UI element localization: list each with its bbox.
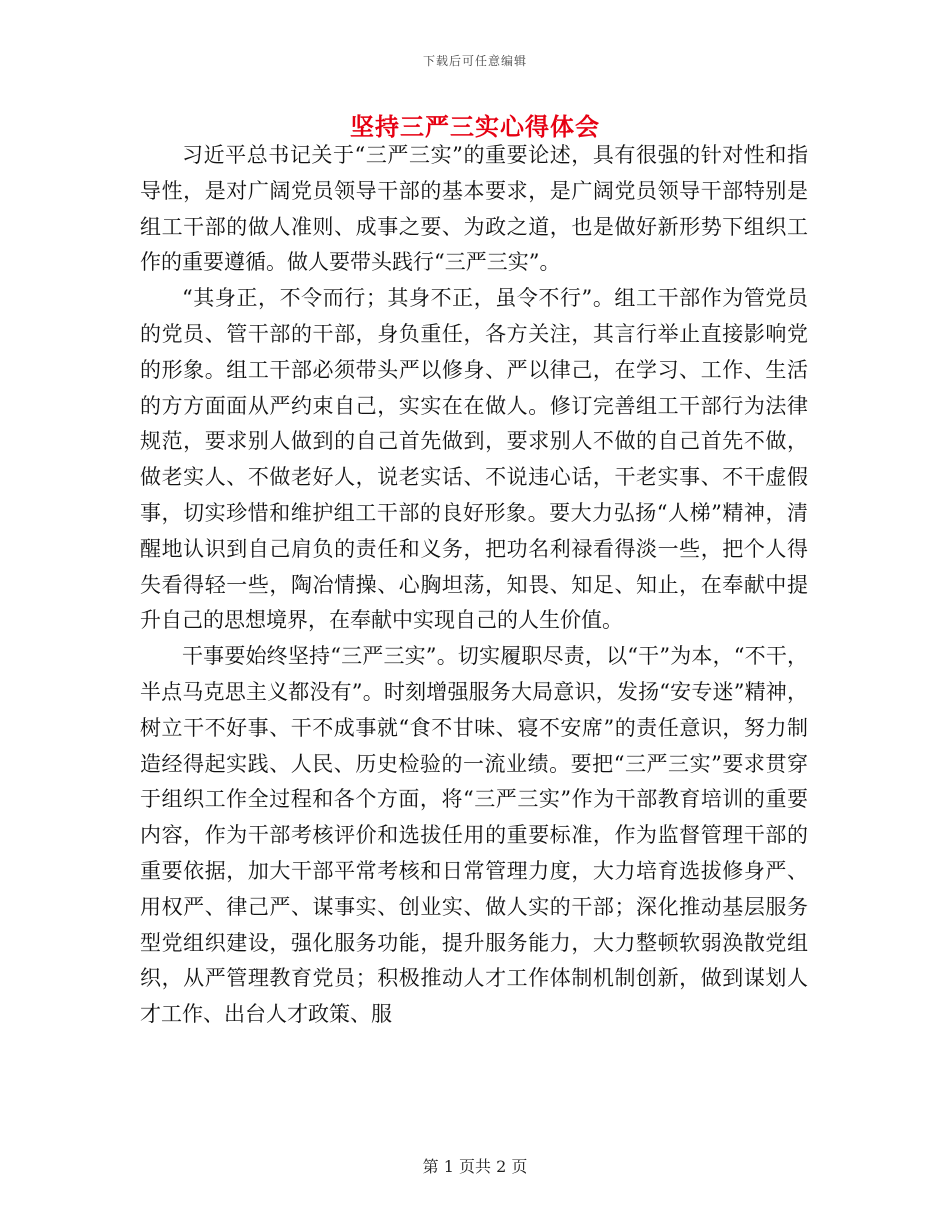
paragraph: “其身正，不令而行；其身不正，虽令不行”。组工干部作为管党员的党员、管干部的干部，身负重任，各方关注，其言行举止直接影响党的形象。组工干部必须带头严以修身、严以律己，在学习、工作、生活的方方面面从严约束自己，实实在在做人。修订完善组工干部行为法律规范，要求别人做到的自己首先做到，要求别人不做的自己首先不做，做老实人、不做老好人，说老实话、不说违心话，干老实事、不干虚假事，切实珍惜和维护组工干部的良好形象。要大力弘扬“人梯”精神，清醒地认识到自己肩负的责任和义务，把功名利禄看得淡一些，把个人得失看得轻一些，陶冶情操、心胸坦荡，知畏、知足、知止，在奉献中提升自己的思想境界，在奉献中实现自己的人生价值。 (140, 286, 808, 633)
document-title: 坚持三严三实心得体会 (350, 112, 600, 141)
paragraph: 干事要始终坚持“三严三实”。切实履职尽责，以“干”为本，“不干，半点马克思主义都没有”。时刻增强服务大局意识，发扬“安专迷”精神，树立干不好事、干不成事就“食不甘味、寝不安席”的责任意识，努力制造经得起实践、人民、历史检验的一流业绩。要把“三严三实”要求贯穿于组织工作全过程和各个方面，将“三严三实”作为干部教育培训的重要内容，作为干部考核评价和选拔任用的重要标准，作为监督管理干部的重要依据，加大干部平常考核和日常管理力度，大力培育选拔修身严、用权严、律己严、谋事实、创业实、做人实的干部；深化推动基层服务型党组织建设，强化服务功能，提升服务能力，大力整顿软弱涣散党组织，从严管理教育党员；积极推动人才工作体制机制创新，做到谋划人才工作、出台人才政策、服 (140, 644, 808, 1027)
page-number: 第 1 页共 2 页 (422, 1157, 528, 1176)
paragraph: 习近平总书记关于“三严三实”的重要论述，具有很强的针对性和指导性，是对广阔党员领导干部的基本要求，是广阔党员领导干部特别是组工干部的做人准则、成事之要、为政之道，也是做好新形势下组织工作的重要遵循。做人要带头践行“三严三实”。 (140, 143, 808, 275)
document-body (140, 138, 808, 1033)
page-header-note: 下载后可任意编辑 (422, 54, 527, 68)
